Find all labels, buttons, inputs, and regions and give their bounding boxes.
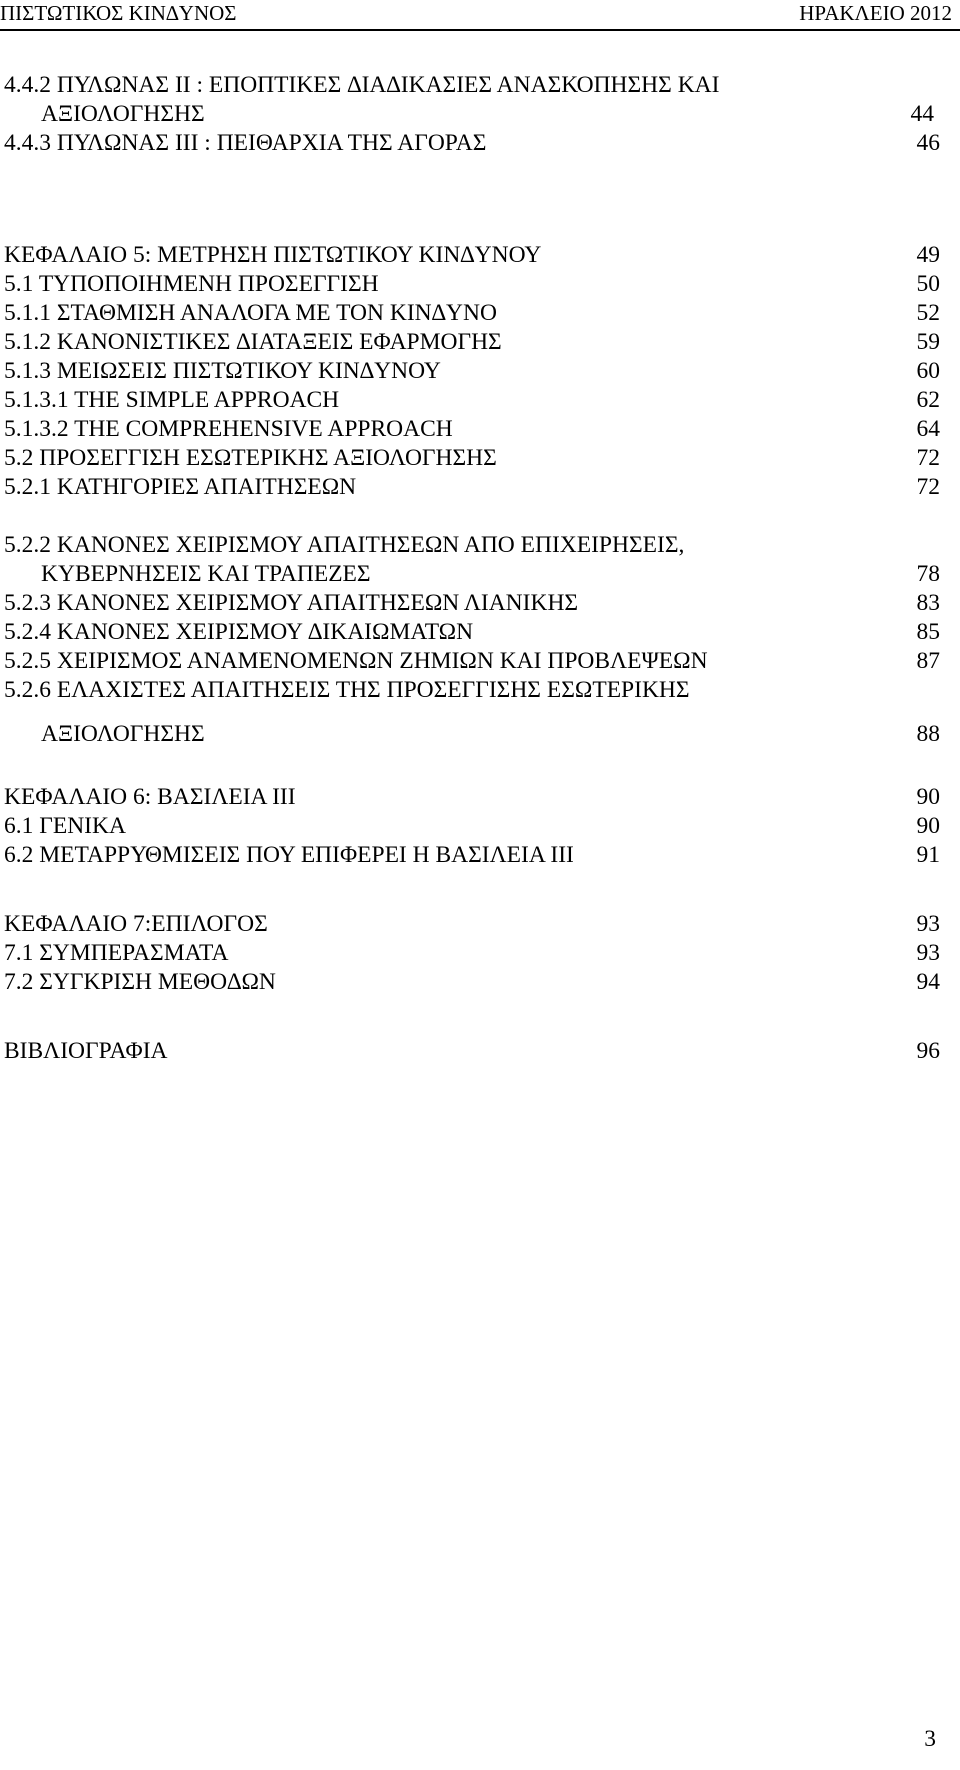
toc-entry-title: 6.2 ΜΕΤΑΡΡΥΘΜΙΣΕΙΣ ΠΟΥ ΕΠΙΦΕΡΕΙ Η ΒΑΣΙΛΕΙΑ ΙΙΙ [4,842,574,868]
toc-entry-page: 96 [916,1038,940,1064]
toc-entry-page: 93 [916,940,940,966]
toc-entry-page: 91 [916,842,940,868]
toc-entry-title: 7.2 ΣΥΓΚΡΙΣΗ ΜΕΘΟ∆ΩΝ [4,969,276,995]
toc-entry-title: 5.2.3 ΚΑΝΟΝΕΣ ΧΕΙΡΙΣΜΟΥ ΑΠΑΙΤΗΣΕΩΝ ΛΙΑΝΙΚΗΣ [4,590,579,616]
toc-entry [4,589,944,618]
toc-entry-page: 64 [916,416,940,442]
header-title: ΠΙΣΤΩΤΙΚΟΣ ΚΙΝ∆ΥΝΟΣ [0,1,237,25]
toc-entry-page: 62 [916,387,940,413]
toc-entry-title: ΑΞΙΟΛΟΓΗΣΗΣ [41,721,205,747]
toc-entry-page: 44 [910,101,934,127]
toc-entry-title: 5.2.4 ΚΑΝΟΝΕΣ ΧΕΙΡΙΣΜΟΥ ∆ΙΚΑΙΩΜΑΤΩΝ [4,619,474,645]
running-header [0,0,960,30]
toc-entry [4,968,944,997]
toc-entry-page: 49 [916,242,940,268]
toc-entry [4,939,944,968]
toc-entry [4,618,944,647]
toc-entry [4,676,944,705]
toc-entry-title: 4.4.2 ΠΥΛΩΝΑΣ ΙΙ : ΕΠΟΠΤΙΚΕΣ ∆ΙΑ∆ΙΚΑΣΙΕΣ ΑΝΑΣΚΟΠΗΣΗΣ ΚΑΙ [4,72,720,98]
toc-entry [4,328,944,357]
toc-entry-title: 5.1 ΤΥΠΟΠΟΙΗΜΕΝΗ ΠΡΟΣΕΓΓΙΣΗ [4,271,379,297]
toc-entry-page: 72 [916,445,940,471]
toc-entry [4,1037,944,1066]
toc-entry-title: 7.1 ΣΥΜΠΕΡΑΣΜΑΤΑ [4,940,229,966]
toc-entry-title: 5.2 ΠΡΟΣΕΓΓΙΣΗ ΕΣΩΤΕΡΙΚΗΣ ΑΞΙΟΛΟΓΗΣΗΣ [4,445,497,471]
toc-entry-title: ΚΕΦΑΛΑΙΟ 5: ΜΕΤΡΗΣΗ ΠΙΣΤΩΤΙΚΟΥ ΚΙΝ∆ΥΝΟΥ [4,242,542,268]
toc-entry [4,444,944,473]
toc-entry-page: 59 [916,329,940,355]
toc-entry [4,241,944,270]
toc-entry [4,299,944,328]
toc-entry-title: 5.1.2 ΚΑΝΟΝΙΣΤΙΚΕΣ ∆ΙΑΤΑΞΕΙΣ ΕΦΑΡΜΟΓΗΣ [4,329,502,355]
toc-entry [4,71,944,100]
toc-entry [4,910,944,939]
toc-entry-title: 4.4.3 ΠΥΛΩΝΑΣ ΙΙΙ : ΠΕΙΘΑΡΧΙΑ ΤΗΣ ΑΓΟΡΑΣ [4,130,487,156]
toc-entry-title: ΚΥΒΕΡΝΗΣΕΙΣ ΚΑΙ ΤΡΑΠΕΖΕΣ [41,561,371,587]
toc-entry-title: 5.2.5 ΧΕΙΡΙΣΜΟΣ ΑΝΑΜΕΝΟΜΕΝΩΝ ΖΗΜΙΩΝ ΚΑΙ ΠΡΟΒΛΕΨΕΩΝ [4,648,708,674]
toc-entry-page: 83 [916,590,940,616]
toc-entry [4,560,944,589]
toc-entry [4,386,944,415]
toc-entry-page: 90 [916,784,940,810]
toc-entry-page: 87 [916,648,940,674]
toc-entry-title: ΑΞΙΟΛΟΓΗΣΗΣ [41,101,205,127]
toc-entry-title: 5.1.3.2 THE COMPREHENSIVE APPROACH [4,416,453,442]
toc-entry [4,415,944,444]
toc-entry [4,100,944,129]
toc-entry-title: 5.1.3.1 THE SIMPLE APPROACH [4,387,340,413]
header-place-year: ΗΡΑΚΛΕΙΟ 2012 [799,1,952,25]
toc-entry-title: ΚΕΦΑΛΑΙΟ 6: ΒΑΣΙΛΕΙΑ ΙΙΙ [4,784,296,810]
toc-entry-page: 46 [916,130,940,156]
toc-entry-page: 72 [916,474,940,500]
toc-entry [4,647,944,676]
toc-entry-title: 5.2.2 ΚΑΝΟΝΕΣ ΧΕΙΡΙΣΜΟΥ ΑΠΑΙΤΗΣΕΩΝ ΑΠΟ ΕΠΙΧΕΙΡΗΣΕΙΣ, [4,532,685,558]
toc-entry [4,473,944,502]
toc-entry-page: 52 [916,300,940,326]
toc-entry-title: 5.2.1 ΚΑΤΗΓΟΡΙΕΣ ΑΠΑΙΤΗΣΕΩΝ [4,474,357,500]
toc-entry-page: 90 [916,813,940,839]
toc-entry-page: 50 [916,271,940,297]
toc-entry [4,531,944,560]
toc-entry-title: 5.1.3 ΜΕΙΩΣΕΙΣ ΠΙΣΤΩΤΙΚΟΥ ΚΙΝ∆ΥΝΟΥ [4,358,441,384]
toc-entry-page: 78 [916,561,940,587]
toc-entry-page: 85 [916,619,940,645]
toc-entry [4,270,944,299]
toc-entry-title: ΒΙΒΛΙΟΓΡΑΦΙΑ [4,1038,168,1064]
toc-entry [4,720,944,749]
toc-entry [4,841,944,870]
toc-entry-title: ΚΕΦΑΛΑΙΟ 7:ΕΠΙΛΟΓΟΣ [4,911,268,937]
toc-entry [4,812,944,841]
toc-entry-page: 94 [916,969,940,995]
toc-entry-page: 88 [916,721,940,747]
toc-entry-page: 93 [916,911,940,937]
page-number: 3 [924,1726,936,1752]
toc-entry-page: 60 [916,358,940,384]
toc-entry [4,783,944,812]
header-divider [0,29,960,31]
toc-entry-title: 5.1.1 ΣΤΑΘΜΙΣΗ ΑΝΑΛΟΓΑ ΜΕ ΤΟΝ ΚΙΝ∆ΥΝΟ [4,300,497,326]
toc-entry [4,357,944,386]
toc-entry-title: 5.2.6 ΕΛΑΧΙΣΤΕΣ ΑΠΑΙΤΗΣΕΙΣ ΤΗΣ ΠΡΟΣΕΓΓΙΣΗΣ ΕΣΩΤΕΡΙΚΗΣ [4,677,690,703]
toc-entry [4,129,944,158]
toc-entry-title: 6.1 ΓΕΝΙΚΑ [4,813,126,839]
